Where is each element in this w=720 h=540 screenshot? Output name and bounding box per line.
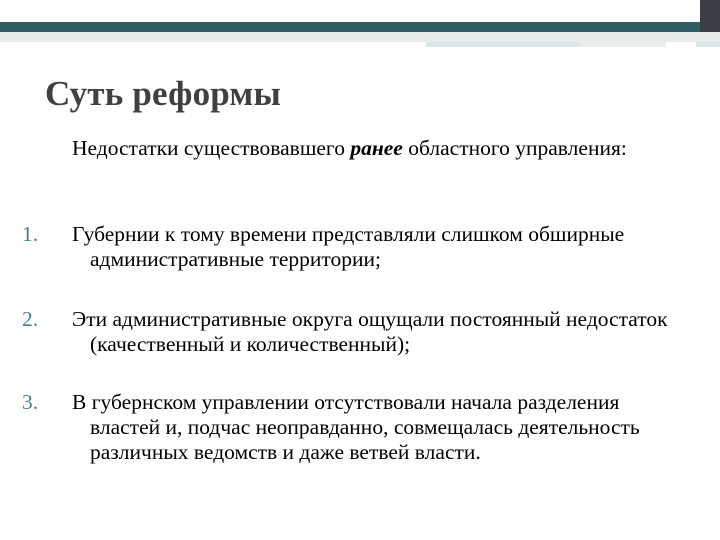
intro-emphasis: ранее [350, 136, 403, 160]
header-light-band [0, 32, 720, 42]
header-corner-block [700, 0, 720, 32]
list-item-number: 1. [22, 222, 39, 246]
header-light-segment [696, 42, 720, 47]
header-light-segment [426, 42, 580, 47]
list-item [22, 222, 682, 272]
intro-paragraph [72, 135, 672, 162]
list-item-number: 2. [22, 307, 39, 331]
header-accent-bar [0, 22, 700, 32]
list-item-text: Эти административные округа ощущали постоянный недостаток (качественный и количественный); [72, 307, 668, 356]
list-item-text: В губернском управлении отсутствовали начала разделения властей и, подчас неоправданно, совмещалась деятельность различных ведомств и даже ветвей власти. [72, 390, 640, 464]
list-item [22, 307, 682, 357]
list-item-text: Губернии к тому времени представляли слишком обширные административные территории; [72, 222, 625, 271]
intro-text-end: областного управления: [402, 136, 627, 160]
list-item-number: 3. [22, 390, 39, 414]
list-item [22, 390, 682, 465]
intro-text-start: Недостатки существовавшего [72, 136, 351, 160]
header-light-segment [580, 42, 666, 47]
slide-title: Суть реформы [45, 74, 282, 113]
